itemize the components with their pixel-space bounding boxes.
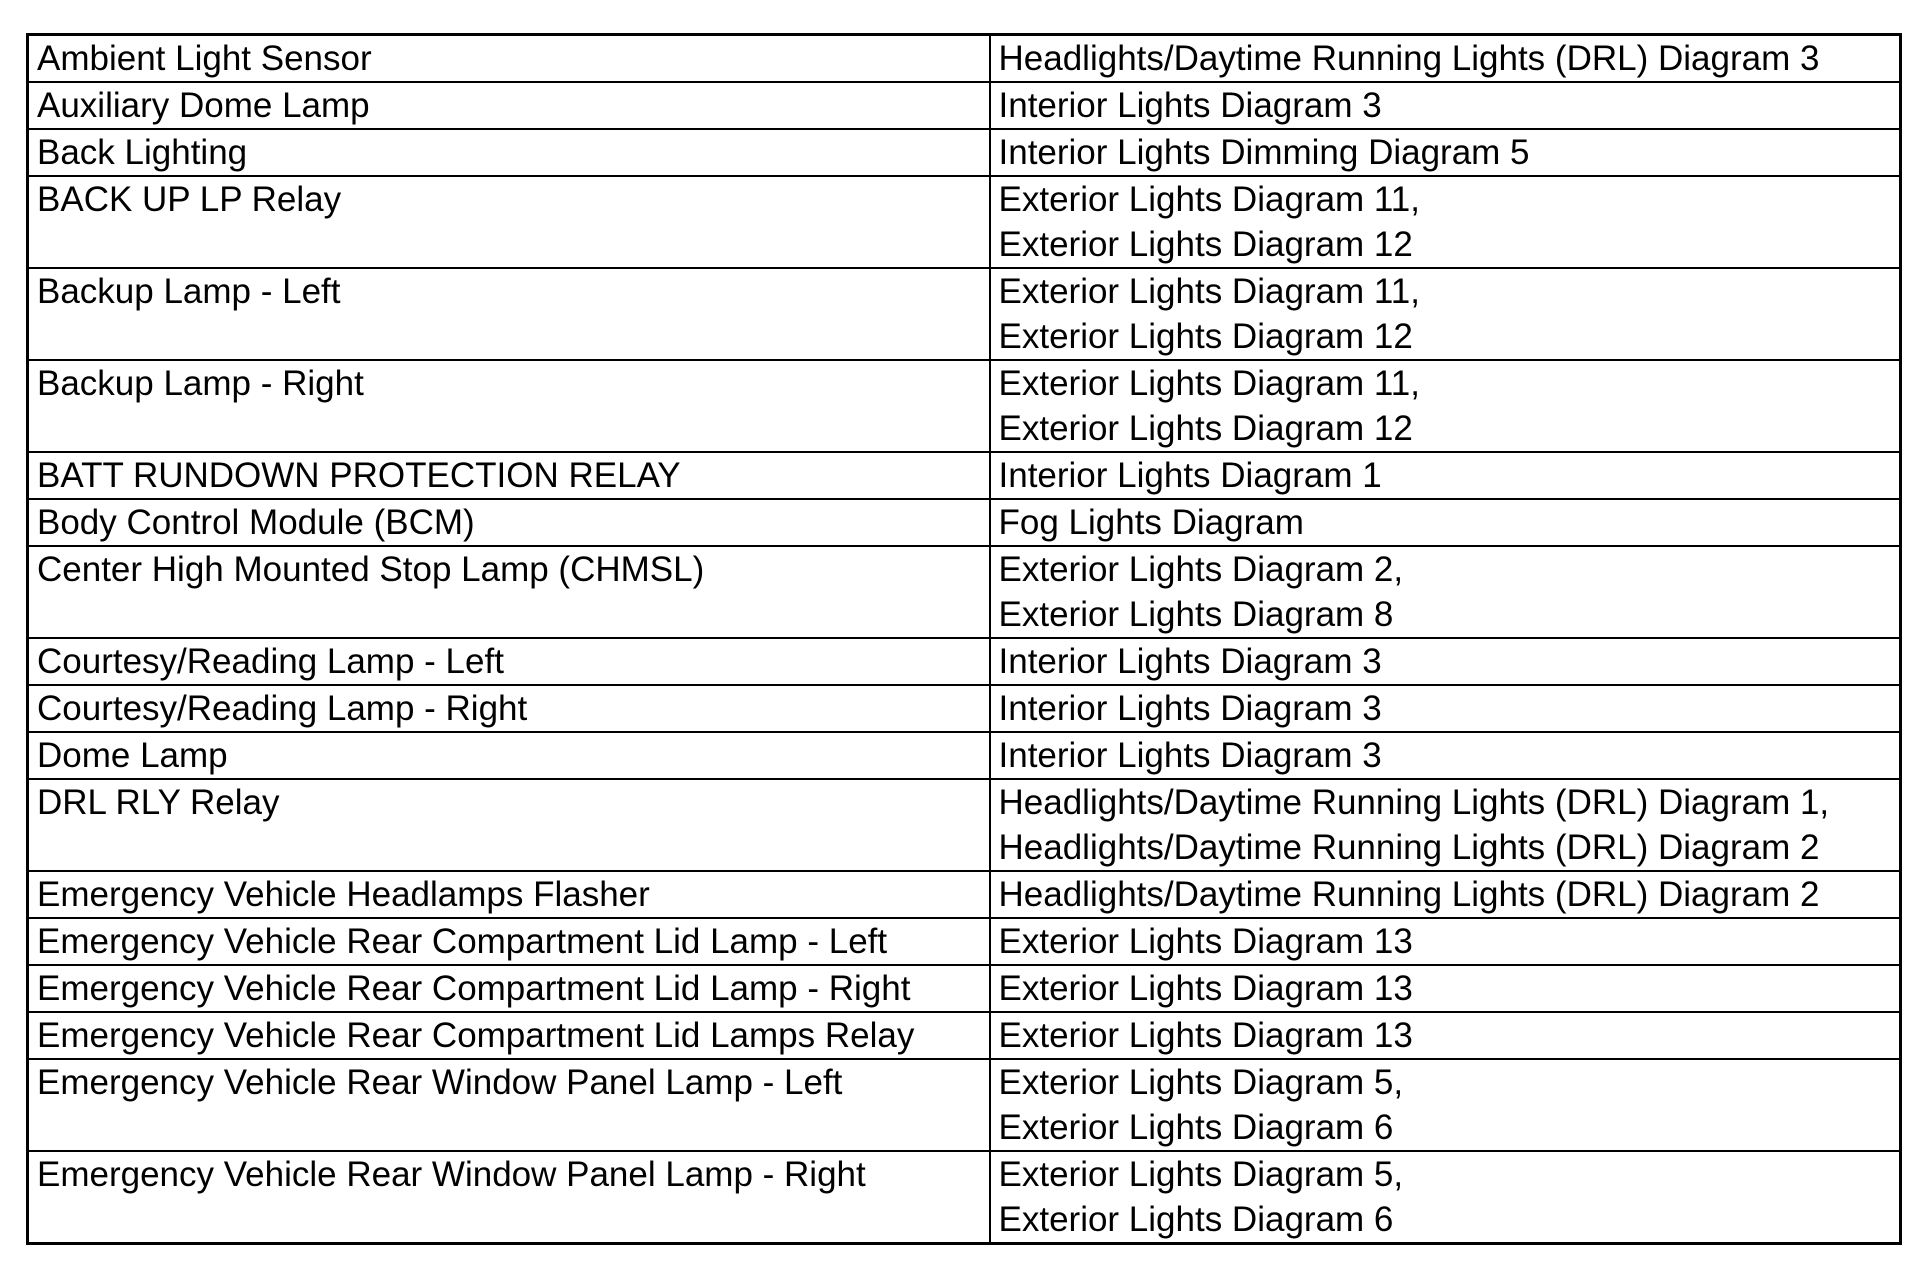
component-diagram-table [26,33,1902,1245]
diagram-reference: Headlights/Daytime Running Lights (DRL) Diagram 1, [998,783,1830,822]
diagram-cell [990,452,1901,499]
diagram-cell [990,129,1901,176]
component-name: Emergency Vehicle Headlamps Flasher [37,875,650,914]
component-cell [28,918,990,965]
component-cell [28,871,990,918]
diagram-reference: Interior Lights Diagram 3 [998,86,1382,125]
table-row [28,965,1901,1012]
table-row [28,779,1901,871]
table-row [28,685,1901,732]
diagram-cell [990,685,1901,732]
diagram-cell [990,638,1901,685]
component-name: Ambient Light Sensor [37,39,372,78]
component-name: Dome Lamp [37,736,228,775]
table-row [28,360,1901,452]
diagram-reference: Exterior Lights Diagram 12 [998,409,1413,448]
component-name: DRL RLY Relay [37,783,280,822]
table-row [28,871,1901,918]
component-cell [28,965,990,1012]
diagram-reference: Interior Lights Diagram 3 [998,642,1382,681]
diagram-cell [990,871,1901,918]
diagram-reference: Headlights/Daytime Running Lights (DRL) Diagram 2 [998,875,1820,914]
component-cell [28,268,990,360]
component-cell [28,176,990,268]
diagram-cell [990,82,1901,129]
table-row [28,499,1901,546]
diagram-cell [990,1059,1901,1151]
table-row [28,452,1901,499]
component-name: Courtesy/Reading Lamp - Left [37,642,504,681]
component-name: BATT RUNDOWN PROTECTION RELAY [37,456,681,495]
diagram-reference: Exterior Lights Diagram 2, [998,550,1404,589]
table-row [28,1012,1901,1059]
diagram-reference: Exterior Lights Diagram 6 [998,1200,1394,1239]
diagram-reference: Fog Lights Diagram [998,503,1304,542]
table-row [28,918,1901,965]
component-name: Center High Mounted Stop Lamp (CHMSL) [37,550,705,589]
component-name: BACK UP LP Relay [37,180,342,219]
diagram-reference: Exterior Lights Diagram 6 [998,1108,1394,1147]
component-cell [28,1059,990,1151]
diagram-reference: Exterior Lights Diagram 11, [998,272,1420,311]
diagram-reference: Exterior Lights Diagram 5, [998,1063,1404,1102]
diagram-reference: Headlights/Daytime Running Lights (DRL) Diagram 3 [998,39,1820,78]
table-row [28,129,1901,176]
component-cell [28,452,990,499]
diagram-reference: Exterior Lights Diagram 13 [998,969,1413,1008]
table-row [28,1059,1901,1151]
diagram-cell [990,732,1901,779]
component-cell [28,360,990,452]
table-row [28,732,1901,779]
diagram-cell [990,268,1901,360]
component-cell [28,685,990,732]
table-row [28,82,1901,129]
table-body [28,35,1901,1244]
diagram-reference: Exterior Lights Diagram 12 [998,317,1413,356]
diagram-cell [990,499,1901,546]
diagram-reference: Exterior Lights Diagram 5, [998,1155,1404,1194]
table-row [28,638,1901,685]
diagram-reference: Exterior Lights Diagram 11, [998,180,1420,219]
component-name: Back Lighting [37,133,248,172]
component-name: Body Control Module (BCM) [37,503,475,542]
component-cell [28,1012,990,1059]
table-row [28,546,1901,638]
component-cell [28,638,990,685]
component-cell [28,1151,990,1244]
component-cell [28,499,990,546]
diagram-reference: Exterior Lights Diagram 11, [998,364,1420,403]
component-cell [28,129,990,176]
component-cell [28,82,990,129]
table-row [28,268,1901,360]
diagram-cell [990,965,1901,1012]
diagram-reference: Exterior Lights Diagram 12 [998,225,1413,264]
component-name: Emergency Vehicle Rear Compartment Lid Lamp - Right [37,969,911,1008]
component-cell [28,732,990,779]
component-name: Backup Lamp - Left [37,272,341,311]
diagram-reference: Interior Lights Diagram 3 [998,736,1382,775]
diagram-cell [990,1012,1901,1059]
component-name: Emergency Vehicle Rear Window Panel Lamp - Right [37,1155,866,1194]
component-name: Emergency Vehicle Rear Compartment Lid Lamps Relay [37,1016,915,1055]
table-row [28,35,1901,83]
table-row [28,176,1901,268]
diagram-cell [990,779,1901,871]
diagram-reference: Exterior Lights Diagram 13 [998,1016,1413,1055]
component-name: Emergency Vehicle Rear Window Panel Lamp - Left [37,1063,843,1102]
diagram-cell [990,176,1901,268]
component-cell [28,35,990,83]
component-name: Courtesy/Reading Lamp - Right [37,689,528,728]
diagram-cell [990,918,1901,965]
diagram-reference: Interior Lights Dimming Diagram 5 [998,133,1530,172]
diagram-reference: Interior Lights Diagram 1 [998,456,1382,495]
table-row [28,1151,1901,1244]
component-cell [28,546,990,638]
diagram-cell [990,546,1901,638]
diagram-cell [990,1151,1901,1244]
component-name: Backup Lamp - Right [37,364,364,403]
diagram-reference: Interior Lights Diagram 3 [998,689,1382,728]
diagram-reference: Headlights/Daytime Running Lights (DRL) Diagram 2 [998,828,1820,867]
diagram-reference: Exterior Lights Diagram 13 [998,922,1413,961]
diagram-cell [990,35,1901,83]
diagram-reference: Exterior Lights Diagram 8 [998,595,1394,634]
diagram-cell [990,360,1901,452]
component-name: Auxiliary Dome Lamp [37,86,370,125]
component-name: Emergency Vehicle Rear Compartment Lid Lamp - Left [37,922,888,961]
component-cell [28,779,990,871]
